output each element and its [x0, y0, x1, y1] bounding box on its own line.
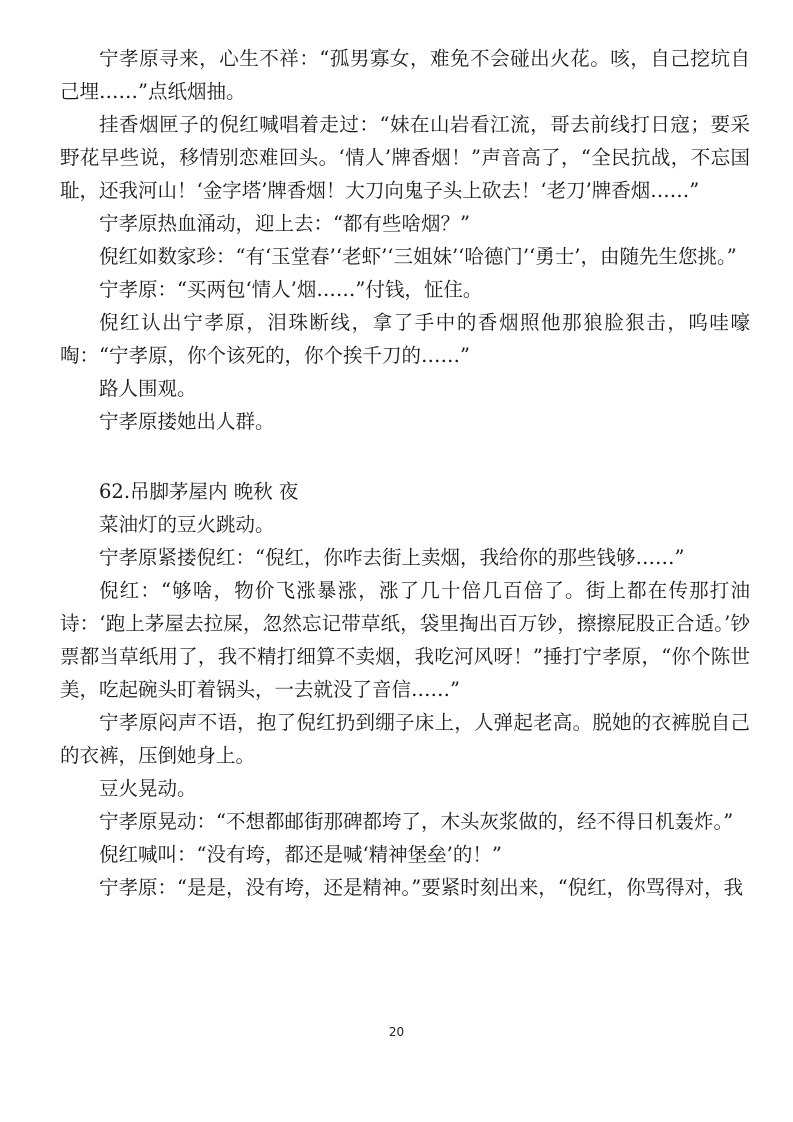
paragraph: 菜油灯的豆火跳动。 — [99, 513, 275, 536]
paragraph: 倪红如数家珍：“有‘玉堂春’‘老虾’‘三姐妹’‘哈德门’‘勇士’，由随先生您挑。” — [99, 245, 737, 268]
paragraph: 路人围观。 — [99, 377, 197, 400]
paragraph: 宁孝原热血涌动，迎上去：“都有些啥烟？” — [99, 212, 470, 235]
body-text — [60, 42, 750, 904]
paragraph: 宁孝原：“是是，没有垮，还是精神。”要紧时刻出来，“倪红，你骂得对，我 — [99, 876, 744, 899]
paragraph: 宁孝原寻来，心生不祥：“孤男寡女，难免不会碰出火花。咳，自己挖坑自己埋……”点纸烟抽。 — [60, 47, 750, 103]
paragraph: 倪红认出宁孝原，泪珠断线，拿了手中的香烟照他那狼脸狠击，呜哇嚎啕：“宁孝原，你个该死的，你个挨千刀的……” — [60, 311, 750, 367]
paragraph: 倪红喊叫：“没有垮，都还是喊‘精神堡垒’的！” — [99, 843, 502, 866]
paragraph: 宁孝原：“买两包‘情人’烟……”付钱，怔住。 — [99, 278, 483, 301]
page-number: 20 — [388, 1025, 405, 1039]
section-spacer — [60, 438, 750, 475]
paragraph: 宁孝原紧搂倪红：“倪红，你咋去街上卖烟，我给你的那些钱够……” — [99, 546, 685, 569]
paragraph: 倪红：“够啥，物价飞涨暴涨，涨了几十倍几百倍了。街上都在传那打油诗：‘跑上茅屋去拉屎，忽然忘记带草纸，袋里掏出百万钞，擦擦屁股正合适。’钞票都当草纸用了，我不精打细算不卖烟，我吃河风呀！”捶打宁孝原，“你个陈世美，吃起碗头盯着锅头，一去就没了音信……” — [60, 579, 750, 701]
paragraph: 豆火晃动。 — [99, 777, 197, 800]
scene-heading: 62.吊脚茅屋内 晚秋 夜 — [99, 480, 299, 503]
paragraph: 宁孝原搂她出人群。 — [99, 410, 275, 433]
paragraph: 挂香烟匣子的倪红喊唱着走过：“妹在山岩看江流，哥去前线打日寇；要采野花早些说，移情别恋难回头。‘情人’牌香烟！”声音高了，“全民抗战，不忘国耻，还我河山！‘金字塔’牌香烟！大刀向鬼子头上砍去！‘老刀’牌香烟……” — [60, 113, 750, 202]
paragraph: 宁孝原闷声不语，抱了倪红扔到绷子床上，人弹起老高。脱她的衣裤脱自己的衣裤，压倒她身上。 — [60, 711, 750, 767]
paragraph: 宁孝原晃动：“不想都邮街那碑都垮了，木头灰浆做的，经不得日机轰炸。” — [99, 810, 734, 833]
